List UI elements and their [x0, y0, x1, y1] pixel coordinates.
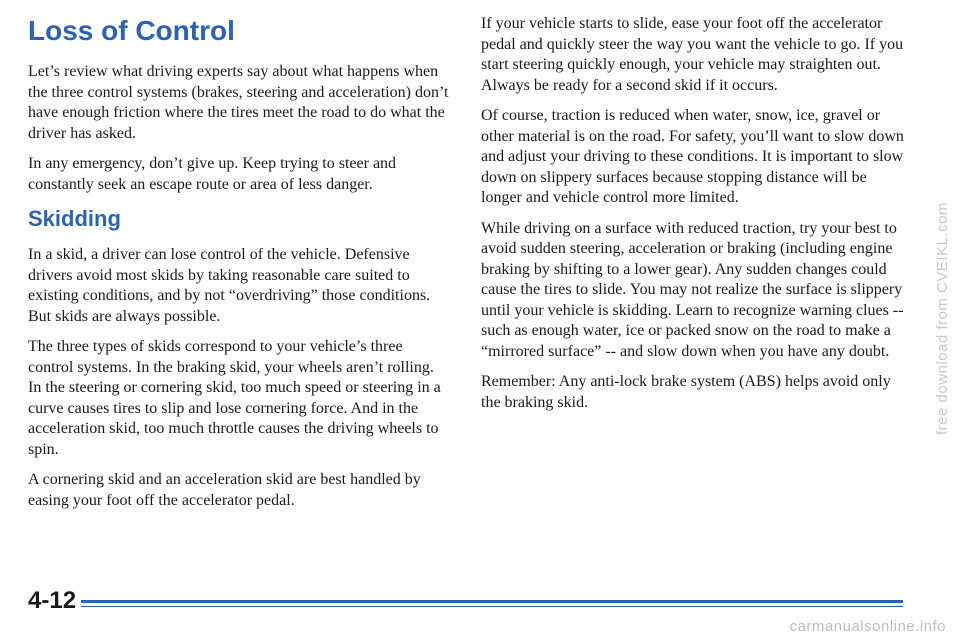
page-number: 4-12	[28, 587, 77, 614]
paragraph-emergency: In any emergency, don’t give up. Keep trying to steer and constantly seek an escape route or area of less danger.	[28, 155, 397, 193]
side-watermark: free download from CVEIKL.com	[934, 202, 951, 435]
right-column	[481, 14, 906, 423]
paragraph-skid-handling: A cornering skid and an acceleration skid are best handled by easing your foot off the accelerator pedal.	[28, 471, 421, 509]
footer-rule-thin	[81, 606, 903, 607]
paragraph-abs: Remember: Any anti-lock brake system (ABS) helps avoid only the braking skid.	[481, 373, 891, 411]
paragraph-reduced-traction: While driving on a surface with reduced traction, try your best to avoid sudden steering, acceleration or braking (including engine braking by shifting to a lower gear). Any sudden changes could cause the tires to slide. You may not realize the surface is slippery until your vehicle is skidding. Learn to recognize warning clues -- such as enough water, ice or packed snow on the road to make a “mirrored surface” -- and slow down when you have any doubt.	[481, 219, 904, 360]
subsection-title: Skidding	[28, 206, 121, 231]
paragraph-skid-types: The three types of skids correspond to your vehicle’s three control systems. In the braking skid, your wheels aren’t rolling. In the steering or cornering skid, too much speed or steering in a curve causes tires to slip and lose cornering force. And in the acceleration skid, too much throttle causes the driving wheels to spin.	[28, 338, 441, 458]
page-footer	[28, 587, 903, 617]
footer-rule-thick	[81, 600, 903, 603]
bottom-watermark: carmanualsonline.info	[789, 618, 946, 635]
paragraph-intro: Let’s review what driving experts say about what happens when the three control systems (brakes, steering and acceleration) don’t have enough friction where the tires meet the road to do what the driver has asked.	[28, 63, 449, 142]
section-title: Loss of Control	[28, 15, 235, 46]
paragraph-slide: If your vehicle starts to slide, ease your foot off the accelerator pedal and quickly steer the way you want the vehicle to go. If you start steering quickly enough, your vehicle may straighten out. Always be ready for a second skid if it occurs.	[481, 15, 904, 94]
paragraph-traction: Of course, traction is reduced when water, snow, ice, gravel or other material is on the road. For safety, you’ll want to slow down and adjust your driving to these conditions. It is important to slow down on slippery surfaces because stopping distance will be longer and vehicle control more limited.	[481, 107, 904, 206]
paragraph-skid-control: In a skid, a driver can lose control of the vehicle. Defensive drivers avoid most skids by taking reasonable care suited to existing conditions, and by not “overdriving” those conditions. But skids are always possible.	[28, 246, 431, 325]
left-column	[28, 14, 450, 521]
